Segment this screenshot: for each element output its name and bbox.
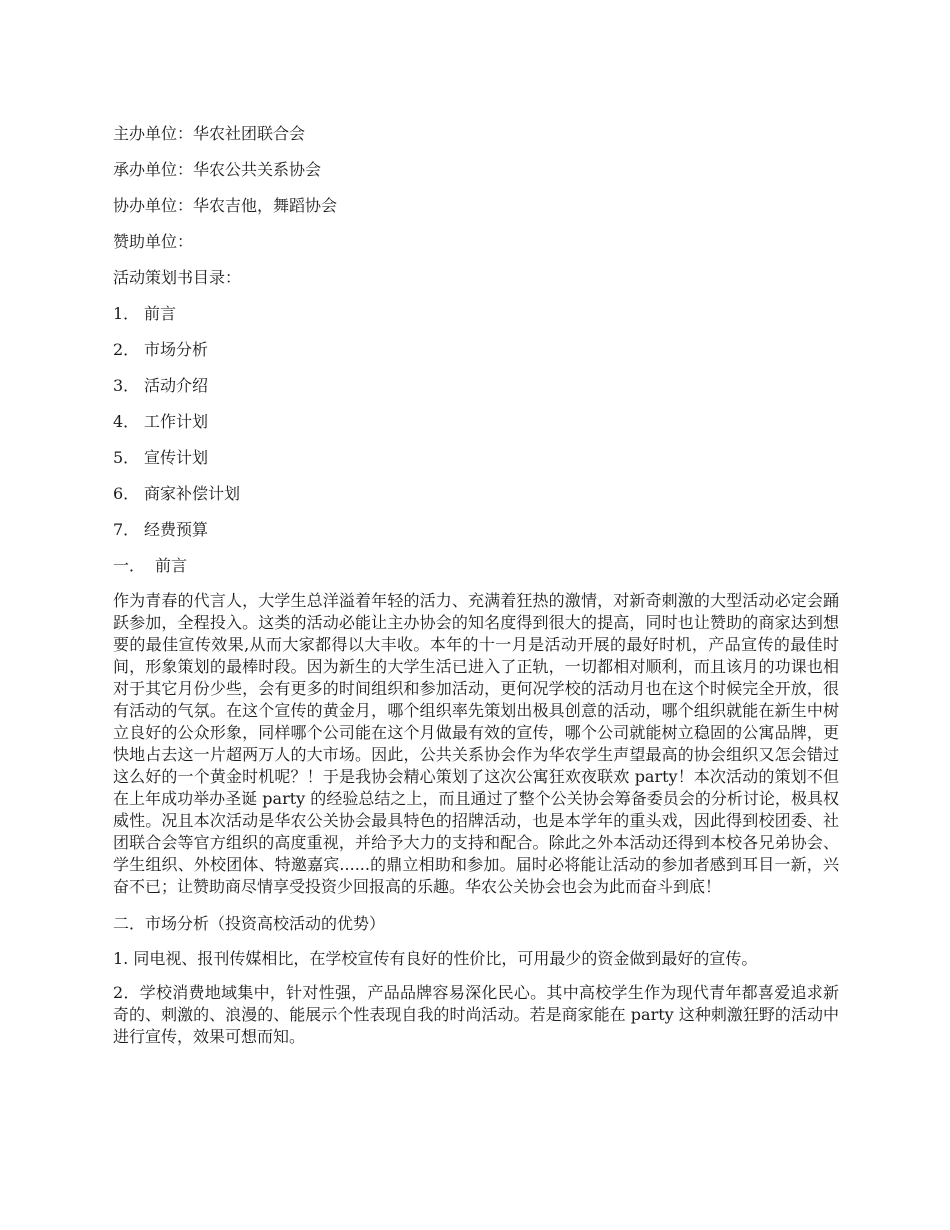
toc-item-number: 2． xyxy=(113,340,140,359)
market-point-1: 1. 同电视、报刊传媒相比，在学校宣传有良好的性价比，可用最少的资金做到最好的宣传。 xyxy=(113,949,758,968)
toc-item xyxy=(113,304,839,324)
section-heading-market-analysis: 二．市场分析（投资高校活动的优势） xyxy=(113,914,386,933)
co-organizer-line: 协办单位：华农吉他，舞蹈协会 xyxy=(113,196,338,215)
toc-item xyxy=(113,484,839,504)
host-line: 主办单位：华农社团联合会 xyxy=(113,124,306,143)
toc-item-number: 6． xyxy=(113,484,140,503)
toc-item-label: 宣传计划 xyxy=(144,448,209,467)
toc-item-label: 工作计划 xyxy=(144,412,209,431)
toc-item xyxy=(113,448,839,468)
toc-item-number: 4． xyxy=(113,412,140,431)
toc-item-number: 7． xyxy=(113,520,140,539)
document-page xyxy=(113,124,839,1060)
toc-item xyxy=(113,412,839,432)
sponsor-line: 赞助单位： xyxy=(113,232,194,251)
section-number: 一． xyxy=(113,556,146,575)
section-heading-preface xyxy=(113,556,839,576)
preface-paragraph: 作为青春的代言人，大学生总洋溢着年轻的活力、充满着狂热的激情，对新奇刺激的大型活动必定会踊跃参加，全程投入。这类的活动必能让主办协会的知名度得到很大的提高，同时也让赞助的商家达到想要的最佳宣传效果,从而大家都得以大丰收。本年的十一月是活动开展的最好时机，产品宣传的最佳时间，形象策划的最棒时段。因为新生的大学生活已进入了正轨，一切都相对顺利，而且该月的功课也相对于其它月份少些，会有更多的时间组织和参加活动，更何况学校的活动月也在这个时候完全开放，很有活动的气氛。在这个宣传的黄金月，哪个组织率先策划出极具创意的活动，哪个组织就能在新生中树立良好的公众形象，同样哪个公司能在这个月做最有效的宣传，哪个公司就能树立稳固的公寓品牌，更快地占去这一片超两万人的大市场。因此，公共关系协会作为华农学生声望最高的协会组织又怎会错过这么好的一个黄金时机呢？！于是我协会精心策划了这次公寓狂欢夜联欢 party！本次活动的策划不但在上年成功举办圣诞 party 的经验总结之上，而且通过了整个公关协会筹备委员会的分析讨论，极具权威性。况且本次活动是华农公关协会最具特色的招牌活动，也是本学年的重头戏，因此得到校团委、社团联合会等官方组织的高度重视，并给予大力的支持和配合。除此之外本活动还得到本校各兄弟协会、学生组织、外校团体、特邀嘉宾......的鼎立相助和参加。届时必将能让活动的参加者感到耳目一新，兴奋不已；让赞助商尽情享受投资少回报高的乐趣。华农公关协会也会为此而奋斗到底！ xyxy=(113,591,839,896)
toc-item-number: 5． xyxy=(113,448,140,467)
toc-item xyxy=(113,520,839,540)
toc-title: 活动策划书目录： xyxy=(113,268,242,287)
toc-item-label: 商家补偿计划 xyxy=(144,484,241,503)
section-title: 前言 xyxy=(155,556,188,575)
toc-item-label: 市场分析 xyxy=(144,340,209,359)
toc-item-label: 前言 xyxy=(144,304,177,323)
organizer-line: 承办单位：华农公共关系协会 xyxy=(113,160,322,179)
toc-item-label: 活动介绍 xyxy=(144,376,209,395)
toc-item xyxy=(113,340,839,360)
toc-item-number: 3． xyxy=(113,376,140,395)
toc-item-number: 1． xyxy=(113,304,140,323)
market-point-2: 2．学校消费地域集中，针对性强，产品品牌容易深化民心。其中高校学生作为现代青年都喜爱追求新奇的、刺激的、浪漫的、能展示个性表现自我的时尚活动。若是商家能在 party 这种刺激狂野的活动中进行宣传，效果可想而知。 xyxy=(113,983,839,1046)
toc-item-label: 经费预算 xyxy=(144,520,209,539)
toc-item xyxy=(113,376,839,396)
